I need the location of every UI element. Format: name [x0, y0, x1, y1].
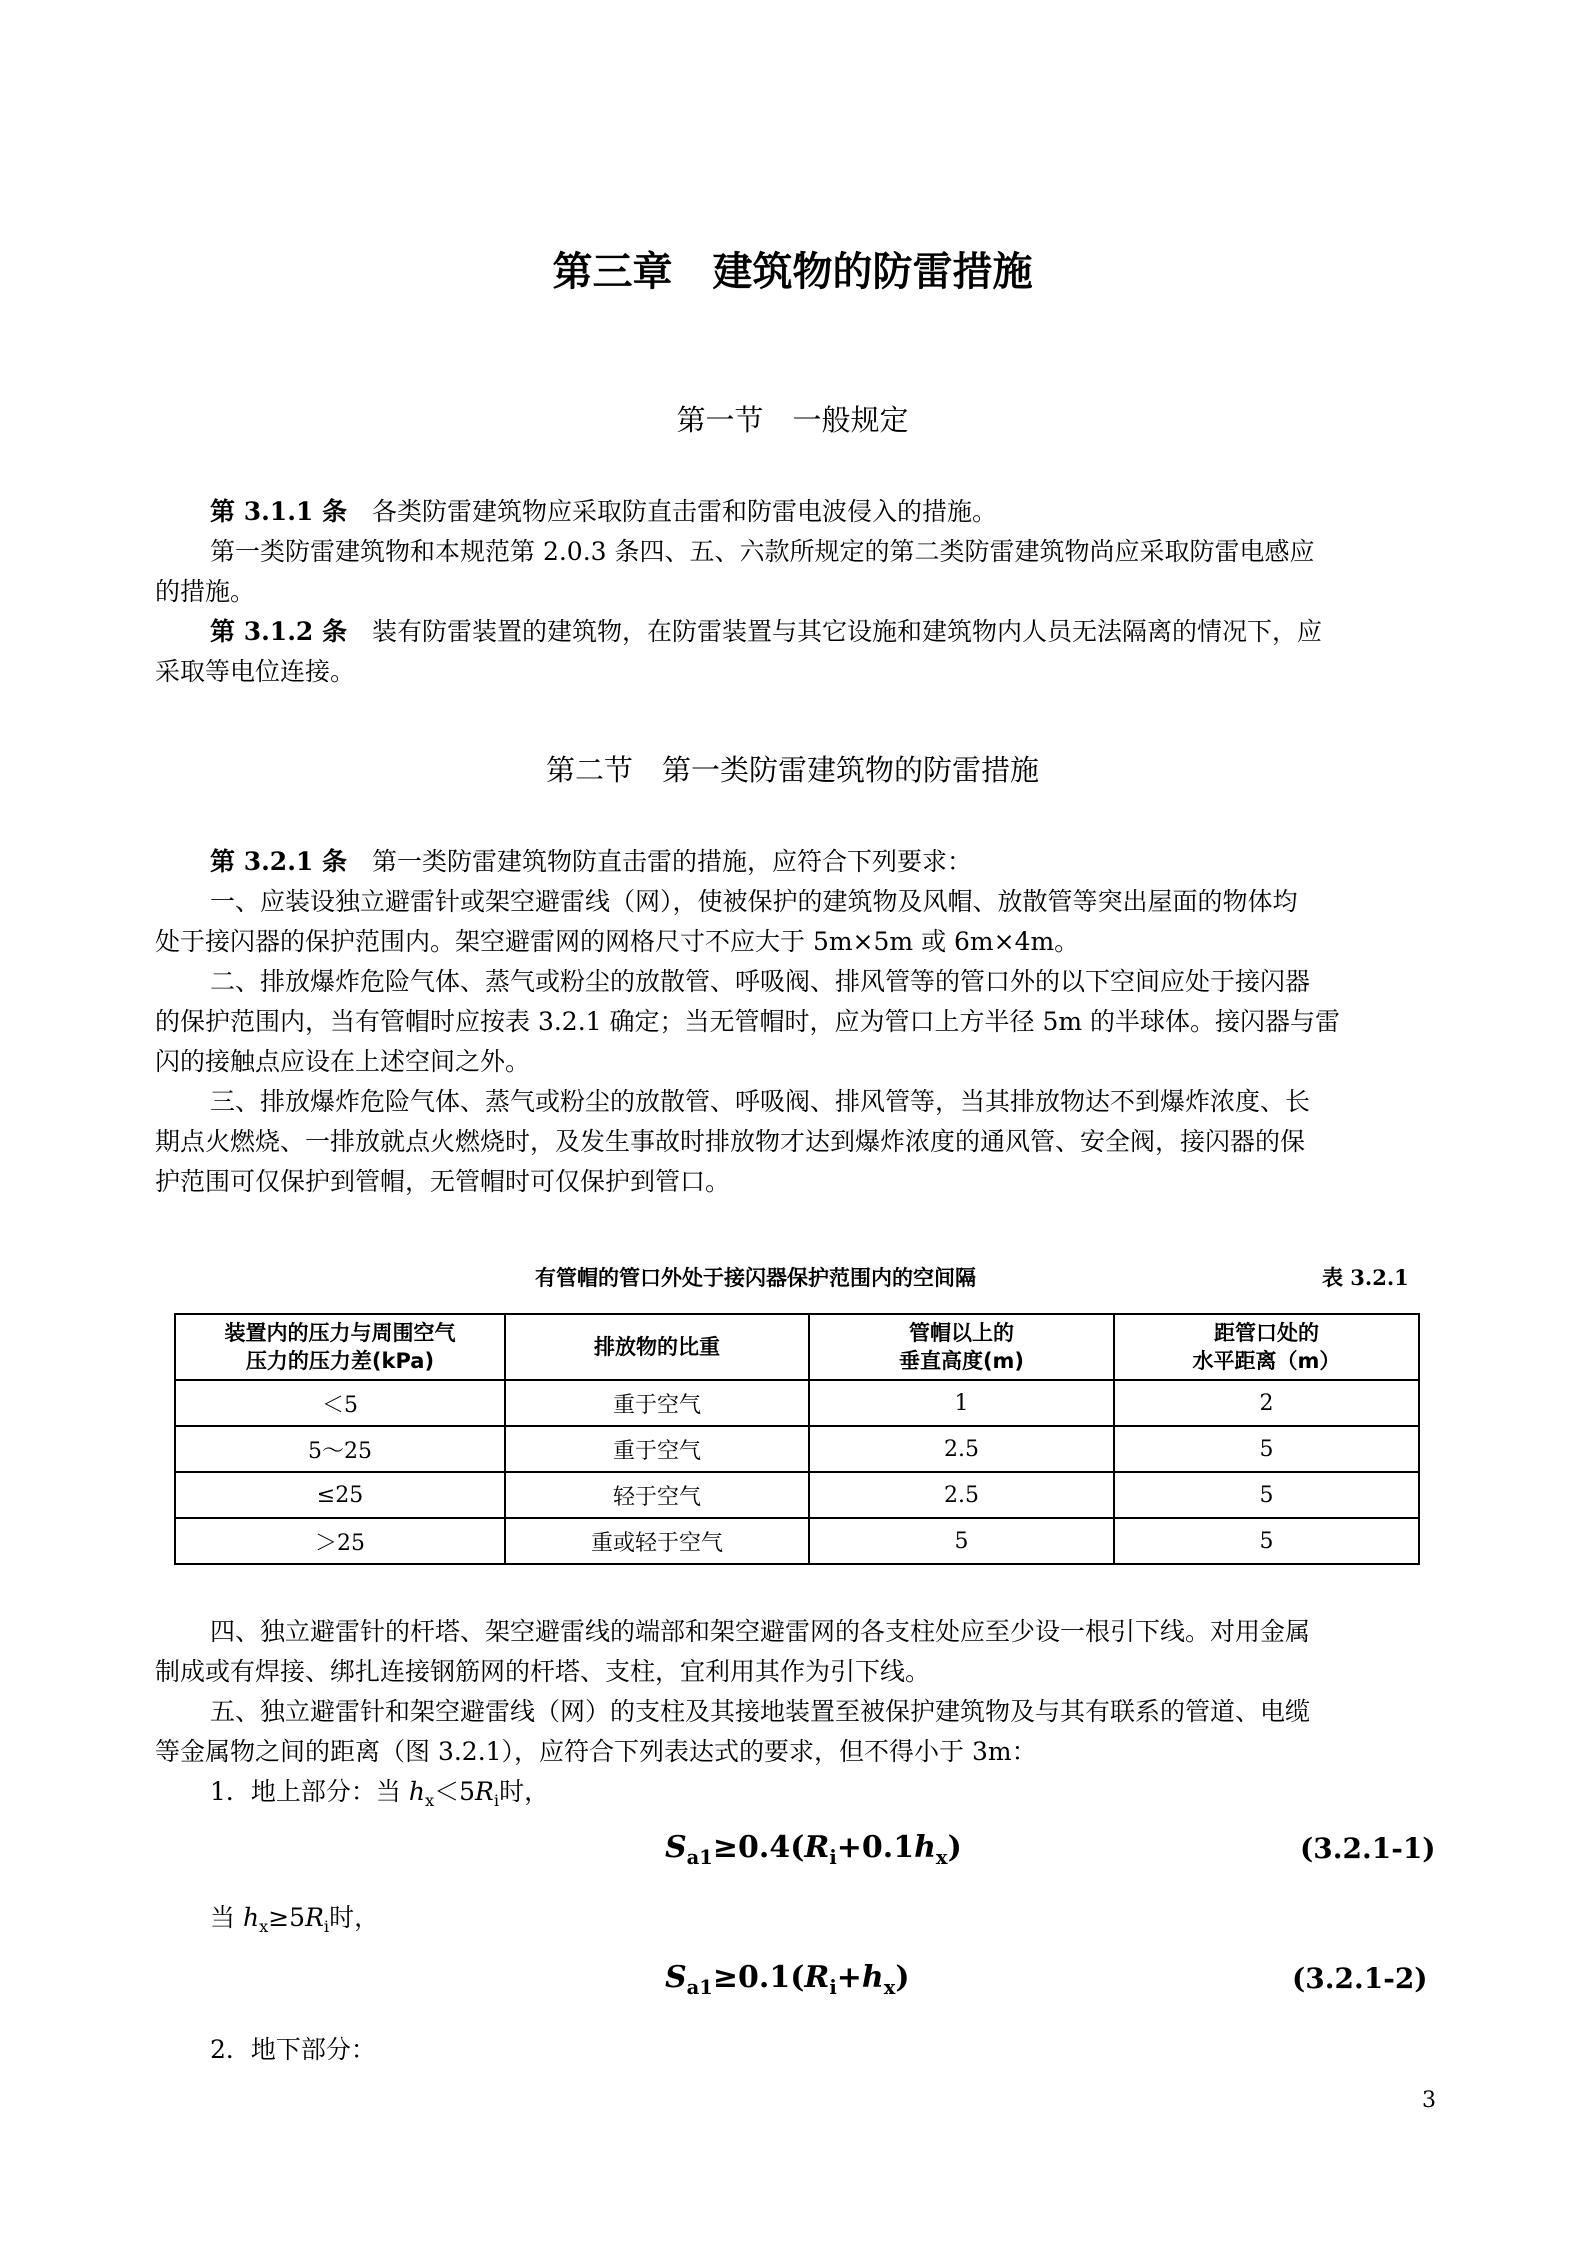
table-row: [175, 1426, 1419, 1472]
section1-body: [155, 492, 1440, 692]
paragraph-line: 制成或有焊接、绑扎连接钢筋网的杆塔、支柱，宜利用其作为引下线。: [155, 1657, 931, 1686]
article-text: 各类防雷建筑物应采取防直击雷和防雷电波侵入的措施。: [372, 497, 998, 526]
table-caption: 有管帽的管口外处于接闪器保护范围内的空间隔: [535, 1266, 976, 1290]
table-cell: 5: [1114, 1518, 1419, 1564]
article-3-2-1: [155, 842, 1440, 882]
table-cell: 2.5: [809, 1426, 1114, 1472]
article-label: 第 3.2.1 条: [210, 847, 347, 876]
header-density: 排放物的比重: [505, 1314, 809, 1380]
condition-above-5r: 当 $h_x\ge 5R_i$时，: [210, 1903, 380, 1936]
article-label: 第 3.1.1 条: [210, 497, 347, 526]
chapter-title: 第三章 建筑物的防雷措施: [552, 249, 1033, 295]
formula-number: (3.2.1-1): [1300, 1832, 1436, 1865]
table-cell: 5: [809, 1518, 1114, 1564]
paragraph-line: 闪的接触点应设在上述空间之外。: [155, 1047, 531, 1076]
header-pressure: 装置内的压力与周围空气 压力的压力差(kPa): [175, 1314, 505, 1380]
paragraph-line: 护范围可仅保护到管帽，无管帽时可仅保护到管口。: [155, 1167, 731, 1196]
table-cell: 5: [1114, 1426, 1419, 1472]
table-cell: 1: [809, 1380, 1114, 1426]
spacing-table: [174, 1313, 1420, 1565]
paragraph-line: 四、独立避雷针的杆塔、架空避雷线的端部和架空避雷网的各支柱处应至少设一根引下线。对用金属: [210, 1617, 1311, 1646]
section2-body: [155, 842, 1440, 1202]
formula-3-2-1-2: $S_{a1}\ge 0.1(R_i+h_x)$: [665, 1960, 910, 1999]
paragraph-line: 第一类防雷建筑物和本规范第 2.0.3 条四、五、六款所规定的第二类防雷建筑物尚应采取防雷电感应: [210, 537, 1315, 566]
paragraph-line: 等金属物之间的距离（图 3.2.1），应符合下列表达式的要求，但不得小于 3m：: [155, 1737, 1037, 1766]
article-label: 第 3.1.2 条: [210, 617, 347, 646]
table-cell: 5: [1114, 1472, 1419, 1518]
paragraph-line: 一、应装设独立避雷针或架空避雷线（网），使被保护的建筑物及风帽、放散管等突出屋面的物体均: [210, 887, 1298, 916]
article-text: 装有防雷装置的建筑物，在防雷装置与其它设施和建筑物内人员无法隔离的情况下，应: [372, 617, 1323, 646]
table-cell: 重于空气: [505, 1380, 809, 1426]
table-cell: 重于空气: [505, 1426, 809, 1472]
header-horizontal-distance: 距管口处的 水平距离（m）: [1114, 1314, 1419, 1380]
table-cell: 5～25: [175, 1426, 505, 1472]
header-vertical-height: 管帽以上的 垂直高度(m): [809, 1314, 1114, 1380]
table-row: [175, 1518, 1419, 1564]
table-cell: 2.5: [809, 1472, 1114, 1518]
section-title-2: 第二节 第一类防雷建筑物的防雷措施: [545, 753, 1039, 787]
paragraph-line: 的措施。: [155, 577, 256, 606]
article-text: 第一类防雷建筑物防直击雷的措施，应符合下列要求：: [372, 847, 973, 876]
table-cell: 轻于空气: [505, 1472, 809, 1518]
table-cell: ＜5: [175, 1380, 505, 1426]
paragraph-line: 二、排放爆炸危险气体、蒸气或粉尘的放散管、呼吸阀、排风管等的管口外的以下空间应处于接闪器: [210, 967, 1311, 996]
section-title-1: 第一节 一般规定: [676, 403, 909, 437]
table-cell: ≤25: [175, 1472, 505, 1518]
table-cell: 重或轻于空气: [505, 1518, 809, 1564]
table-header-row: [175, 1314, 1419, 1380]
paragraph-line: 处于接闪器的保护范围内。架空避雷网的网格尺寸不应大于 5m×5m 或 6m×4m。: [155, 927, 1080, 956]
condition-underground: 2．地下部分：: [210, 2035, 376, 2064]
page-number: 3: [1422, 2088, 1436, 2113]
formula-number: (3.2.1-2): [1292, 1962, 1428, 1995]
paragraph-line: 五、独立避雷针和架空避雷线（网）的支柱及其接地装置至被保护建筑物及与其有联系的管道、电缆: [210, 1697, 1311, 1726]
table-cell: ＞25: [175, 1518, 505, 1564]
article-3-1-1: [155, 492, 1440, 532]
table-row: [175, 1380, 1419, 1426]
paragraph-line: 期点火燃烧、一排放就点火燃烧时，及发生事故时排放物才达到爆炸浓度的通风管、安全阀，接闪器的保: [155, 1127, 1306, 1156]
paragraph-line: 采取等电位连接。: [155, 657, 356, 686]
article-3-1-2: [155, 612, 1440, 652]
paragraph-line: 的保护范围内，当有管帽时应按表 3.2.1 确定；当无管帽时，应为管口上方半径 5m 的半球体。接闪器与雷: [155, 1007, 1341, 1036]
condition-aboveground: 1．地上部分：当 $h_x<5R_i$时，: [210, 1777, 550, 1810]
after-table-body: [155, 1612, 1440, 1812]
table-row: [175, 1472, 1419, 1518]
table-number: 表 3.2.1: [1322, 1265, 1409, 1290]
paragraph-line: 三、排放爆炸危险气体、蒸气或粉尘的放散管、呼吸阀、排风管等，当其排放物达不到爆炸浓度、长: [210, 1087, 1311, 1116]
table-cell: 2: [1114, 1380, 1419, 1426]
formula-3-2-1-1: $S_{a1}\ge 0.4(R_i+0.1h_x)$: [665, 1830, 962, 1869]
